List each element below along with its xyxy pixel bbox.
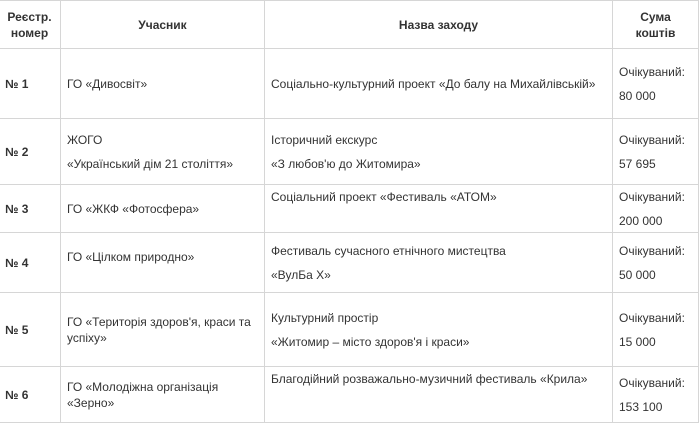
amount-label: Очікуваний: xyxy=(619,189,685,204)
amount-cell xyxy=(613,367,699,423)
event-line: Благодійний розважально-музичний фестиваль «Крила» xyxy=(271,372,588,386)
amount-value: 200 000 xyxy=(619,213,663,228)
participant-cell xyxy=(61,367,265,423)
table-row xyxy=(0,49,699,119)
participant-line: «Український дім 21 століття» xyxy=(67,156,234,171)
reg-number-cell: № 1 xyxy=(0,49,61,119)
event-cell xyxy=(265,185,613,233)
header-event-name: Назва заходу xyxy=(265,1,613,49)
amount-label: Очікуваний: xyxy=(619,310,685,325)
participant-cell xyxy=(61,233,265,293)
table-row xyxy=(0,293,699,367)
amount-value: 57 695 xyxy=(619,156,656,171)
participant-line: ГО «Дивосвіт» xyxy=(67,76,148,91)
amount-cell xyxy=(613,233,699,293)
participant-cell xyxy=(61,49,265,119)
reg-number-cell: № 6 xyxy=(0,367,61,423)
amount-cell xyxy=(613,185,699,233)
event-cell xyxy=(265,233,613,293)
participant-line: ГО «ЖКФ «Фотосфера» xyxy=(67,201,200,216)
event-line: Фестиваль сучасного етнічного мистецтва xyxy=(271,243,506,258)
amount-cell xyxy=(613,119,699,185)
event-line: «Житомир – місто здоров'я і краси» xyxy=(271,334,470,349)
reg-number-cell: № 3 xyxy=(0,185,61,233)
event-line: Соціально-культурний проект «До балу на Михайлівській» xyxy=(271,76,596,91)
header-participant: Учасник xyxy=(61,1,265,49)
amount-value: 80 000 xyxy=(619,88,656,103)
event-line: «ВулБа Х» xyxy=(271,267,331,282)
header-amount: Сума коштів xyxy=(613,1,699,49)
amount-label: Очікуваний: xyxy=(619,243,685,258)
event-cell xyxy=(265,119,613,185)
table-row xyxy=(0,367,699,423)
amount-value: 15 000 xyxy=(619,334,656,349)
amount-label: Очікуваний: xyxy=(619,132,685,147)
participant-cell xyxy=(61,119,265,185)
amount-label: Очікуваний: xyxy=(619,64,685,79)
amount-cell xyxy=(613,293,699,367)
amount-cell xyxy=(613,49,699,119)
participant-line: ГО «Цілком природно» xyxy=(67,250,195,264)
participant-line: ГО «Молодіжна організація «Зерно» xyxy=(67,379,219,410)
table-row xyxy=(0,233,699,293)
table-row xyxy=(0,119,699,185)
participant-cell xyxy=(61,293,265,367)
event-cell xyxy=(265,293,613,367)
reg-number-cell: № 4 xyxy=(0,233,61,293)
participant-line: ГО «Територія здоров'я, краси та успіху» xyxy=(67,314,251,345)
event-cell xyxy=(265,367,613,423)
amount-label: Очікуваний: xyxy=(619,375,685,390)
header-reg-number: Реєстр. номер xyxy=(0,1,61,49)
event-line: Культурний простір xyxy=(271,310,379,325)
table-header-row xyxy=(0,1,699,49)
participant-cell xyxy=(61,185,265,233)
event-line: Соціальний проект «Фестиваль «АТОМ» xyxy=(271,190,497,204)
amount-value: 153 100 xyxy=(619,399,663,414)
participant-line: ЖОГО xyxy=(67,132,103,147)
reg-number-cell: № 5 xyxy=(0,293,61,367)
amount-value: 50 000 xyxy=(619,267,656,282)
event-cell xyxy=(265,49,613,119)
event-line: «З любов'ю до Житомира» xyxy=(271,156,421,171)
table-row xyxy=(0,185,699,233)
reg-number-cell: № 2 xyxy=(0,119,61,185)
event-line: Історичний екскурс xyxy=(271,132,378,147)
